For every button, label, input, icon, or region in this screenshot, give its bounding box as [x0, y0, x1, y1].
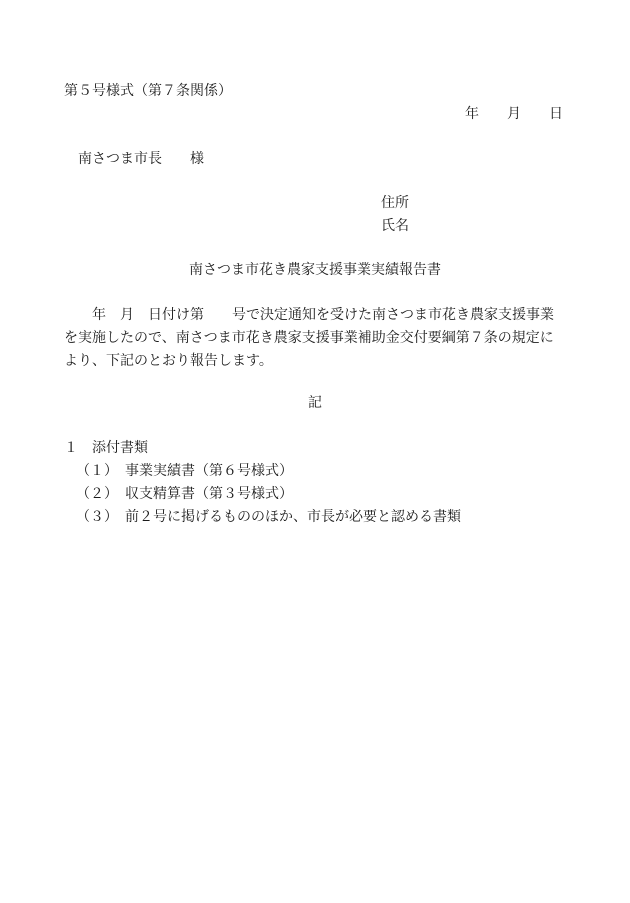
address-label: 住所 — [381, 195, 409, 211]
list-item: （１） 事業実績書（第６号様式） — [76, 463, 293, 479]
body-paragraph — [64, 304, 570, 373]
body-line: 年 月 日付け第 号で決定通知を受けた南さつま市花き農家支援事業 — [64, 307, 554, 323]
addressee: 南さつま市長 様 — [78, 151, 204, 167]
section-heading: １ 添付書類 — [64, 440, 148, 456]
date-line: 年 月 日 — [465, 106, 563, 122]
form-number: 第５号様式（第７条関係） — [64, 83, 232, 99]
name-label: 氏名 — [381, 218, 409, 234]
document-title: 南さつま市花き農家支援事業実績報告書 — [189, 262, 441, 278]
body-line: を実施したので、南さつま市花き農家支援事業補助金交付要綱第７条の規定に — [64, 330, 554, 346]
list-item: （３） 前２号に掲げるもののほか、市長が必要と認める書類 — [76, 509, 461, 525]
ki-heading: 記 — [308, 395, 322, 411]
body-line: より、下記のとおり報告します。 — [64, 353, 273, 369]
list-item: （２） 収支精算書（第３号様式） — [76, 486, 293, 502]
